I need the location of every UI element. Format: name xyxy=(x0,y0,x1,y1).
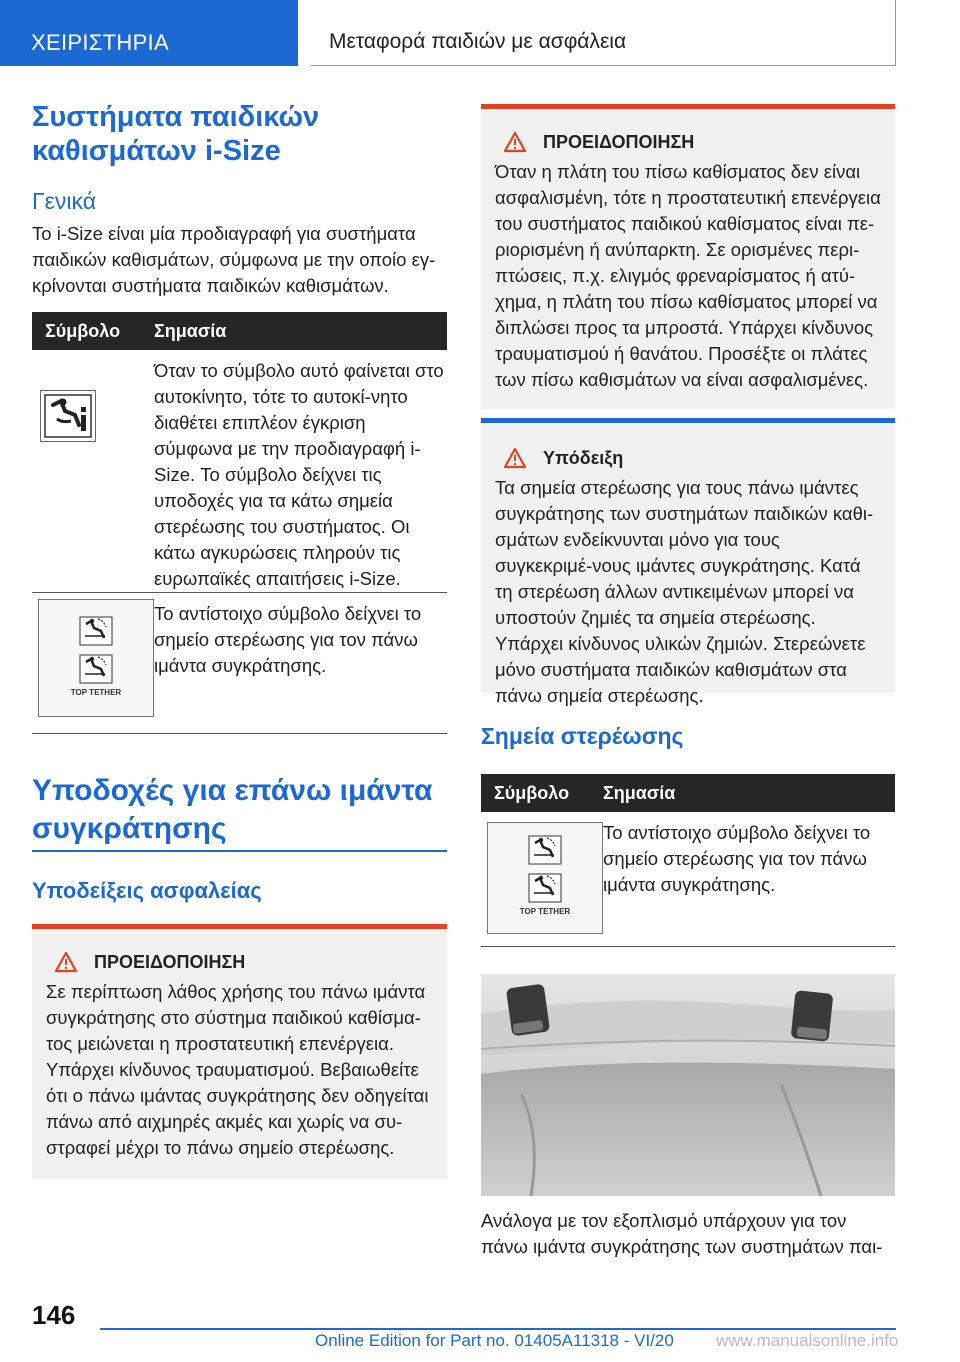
table-header xyxy=(32,312,447,350)
top-tether-icon xyxy=(38,599,154,717)
symbol-table-isize xyxy=(32,312,447,734)
col-symbol: Σύμβολο xyxy=(494,782,570,803)
row1-meaning: Όταν το σύμβολο αυτό φαίνεται στο αυτοκίνητο, τότε το αυτοκί-νητο διαθέτει επιπλέον έγκριση σύμφωνα με την προδιαγραφή i-Size. Το σύμβολο δείχνει τις υποδοχές για τα κάτω σημεία στερέωσης του συστήματος. Οι κάτω αγκυρώσεις πληρούν τις ευρωπαϊκές απαιτήσεις i-Size. xyxy=(154,360,444,589)
warning-triangle-icon xyxy=(503,447,527,469)
heading-anchor-points: Σημεία στερέωσης xyxy=(481,723,684,749)
photo-caption: Ανάλογα με τον εξοπλισμό υπάρχουν για τον πάνω ιμάντα συγκράτησης των συστημάτων παι- xyxy=(481,1210,883,1257)
general-text: Το i-Size είναι μία προδιαγραφή για συστήματα παιδικών καθισμάτων, σύμφωνα με την οποίο εγ-κρίνονται συστήματα παιδικών καθισμάτων. xyxy=(32,223,436,296)
page-number: 146 xyxy=(32,1300,76,1330)
note-box xyxy=(481,418,895,706)
heading-underline xyxy=(32,850,447,852)
warning-text: Σε περίπτωση λάθος χρήσης του πάνω ιμάντα συγκράτησης στο σύστημα παιδικού καθίσμα-τος μειώνεται η προστατευτική επενέργεια. Υπάρχει κίνδυνος τραυματισμού. Βεβαιωθείτε ότι ο πάνω ιμάντας συγκράτησης δεν οδηγείται πάνω από αιχμηρές ακμές και χωρίς να συ-στραφεί μέχρι το πάνω σημείο στερέωσης. xyxy=(46,981,429,1158)
warning-title: ΠΡΟΕΙΔΟΠΟΙΗΣΗ xyxy=(543,131,695,152)
footer-watermark: www.manualsonline.info xyxy=(716,1331,899,1350)
warning-box-tether xyxy=(32,924,447,1179)
heading-isize: Συστήματα παιδικών καθισμάτων i-Size xyxy=(32,101,320,167)
left-column xyxy=(32,100,447,1179)
isize-seat-icon xyxy=(40,390,96,442)
col-symbol: Σύμβολο xyxy=(45,320,121,341)
note-title: Υπόδειξη xyxy=(543,447,624,468)
top-tether-label: TOP TETHER xyxy=(519,907,571,916)
table-row xyxy=(32,350,447,593)
warning-triangle-icon xyxy=(54,951,78,973)
top-tether-icon xyxy=(487,822,603,934)
top-tether-label: TOP TETHER xyxy=(70,688,122,697)
header-chapter-title: Μεταφορά παιδιών με ασφάλεια xyxy=(311,0,896,66)
symbol-table-anchor xyxy=(481,774,895,947)
heading-top-tether: Υποδοχές για επάνω ιμάντα συγκράτησης xyxy=(32,774,433,845)
header-section-tab: ΧΕΙΡΙΣΤΗΡΙΑ xyxy=(0,0,298,66)
footer-line xyxy=(100,1328,896,1330)
row2-meaning: Το αντίστοιχο σύμβολο δείχνει το σημείο στερέωσης για τον πάνω ιμάντα συγκράτησης. xyxy=(154,603,422,676)
table-header xyxy=(481,774,895,812)
warning-box-seatback xyxy=(481,104,895,409)
table-row xyxy=(481,812,895,947)
heading-general: Γενικά xyxy=(32,188,97,214)
footer-edition: Online Edition for Part no. 01405A11318 - VI/20 xyxy=(315,1331,674,1350)
table-row xyxy=(32,593,447,734)
note-text: Τα σημεία στερέωσης για τους πάνω ιμάντες συγκράτησης των συστημάτων παιδικών καθι-σμάτων ενδείκνυνται μόνο για τους συγκεκριμέ-νους ιμάντες συγκράτησης. Κατά τη στερέωση άλλων αντικειμένων μπορεί να υποστούν ζημιές τα σημεία στερέωσης. Υπάρχει κίνδυνος υλικών ζημιών. Στερεώνετε μόνο συστήματα παιδικών καθισμάτων στα πάνω σημεία στερέωσης. xyxy=(495,477,874,706)
row-meaning: Το αντίστοιχο σύμβολο δείχνει το σημείο στερέωσης για τον πάνω ιμάντα συγκράτησης. xyxy=(603,822,871,895)
warning-title: ΠΡΟΕΙΔΟΠΟΙΗΣΗ xyxy=(94,951,246,972)
right-column xyxy=(481,104,895,1260)
col-meaning: Σημασία xyxy=(603,782,676,803)
rear-seat-photo xyxy=(481,974,895,1196)
col-meaning: Σημασία xyxy=(154,320,227,341)
heading-safety: Υποδείξεις ασφαλείας xyxy=(32,878,262,903)
warning-triangle-icon xyxy=(503,131,527,153)
warning-text: Όταν η πλάτη του πίσω καθίσματος δεν είναι ασφαλισμένη, τότε η προστατευτική επενέργεια του συστήματος παιδικού καθίσματος είναι πε-ριορισμένη ή ανύπαρκτη. Σε ορισμένες περι-πτώσεις, π.χ. ελιγμός φρεναρίσματος ή ατύ-χημα, η πλάτη του πίσω καθίσματος μπορεί να διπλώσει προς τα μπροστά. Υπάρχει κίνδυνος τραυματισμού ή θανάτου. Προσέξτε οι πλάτες των πίσω καθισμάτων να είναι ασφαλισμένες. xyxy=(495,161,881,390)
